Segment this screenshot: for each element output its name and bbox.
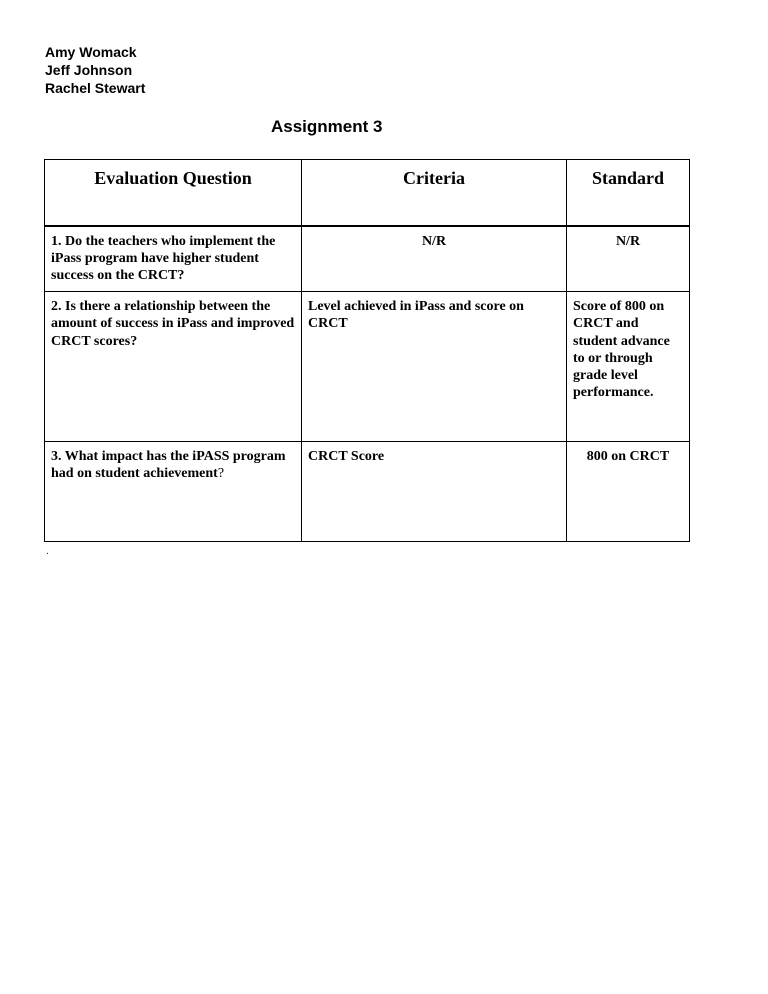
author-name: Jeff Johnson [45, 62, 133, 78]
document-title: Assignment 3 [271, 117, 383, 136]
question-mark: ? [217, 466, 225, 482]
criteria-cell: N/R [302, 226, 567, 292]
standard-cell: Score of 800 on CRCT and student advance to or through grade level performance. [567, 292, 690, 442]
evaluation-table [44, 159, 690, 542]
footer-mark: . [46, 546, 49, 557]
table-row [45, 442, 690, 542]
question-cell: 2. Is there a relationship between the amount of success in iPass and improved CRCT scores? [45, 292, 302, 442]
header-criteria: Criteria [302, 160, 567, 226]
table-header-row [45, 160, 690, 226]
question-cell [45, 442, 302, 542]
header-evaluation-question: Evaluation Question [45, 160, 302, 226]
question-text: 3. What impact has the iPASS program had on student achievement [51, 449, 286, 482]
table-row [45, 226, 690, 292]
standard-cell: 800 on CRCT [567, 442, 690, 542]
criteria-cell: Level achieved in iPass and score on CRCT [302, 292, 567, 442]
table-row [45, 292, 690, 442]
standard-cell: N/R [567, 226, 690, 292]
author-name: Rachel Stewart [45, 80, 146, 96]
question-cell: 1. Do the teachers who implement the iPass program have higher student success on the CRCT? [45, 226, 302, 292]
author-name: Amy Womack [45, 44, 137, 60]
author-list [45, 43, 145, 97]
header-standard: Standard [567, 160, 690, 226]
criteria-cell: CRCT Score [302, 442, 567, 542]
